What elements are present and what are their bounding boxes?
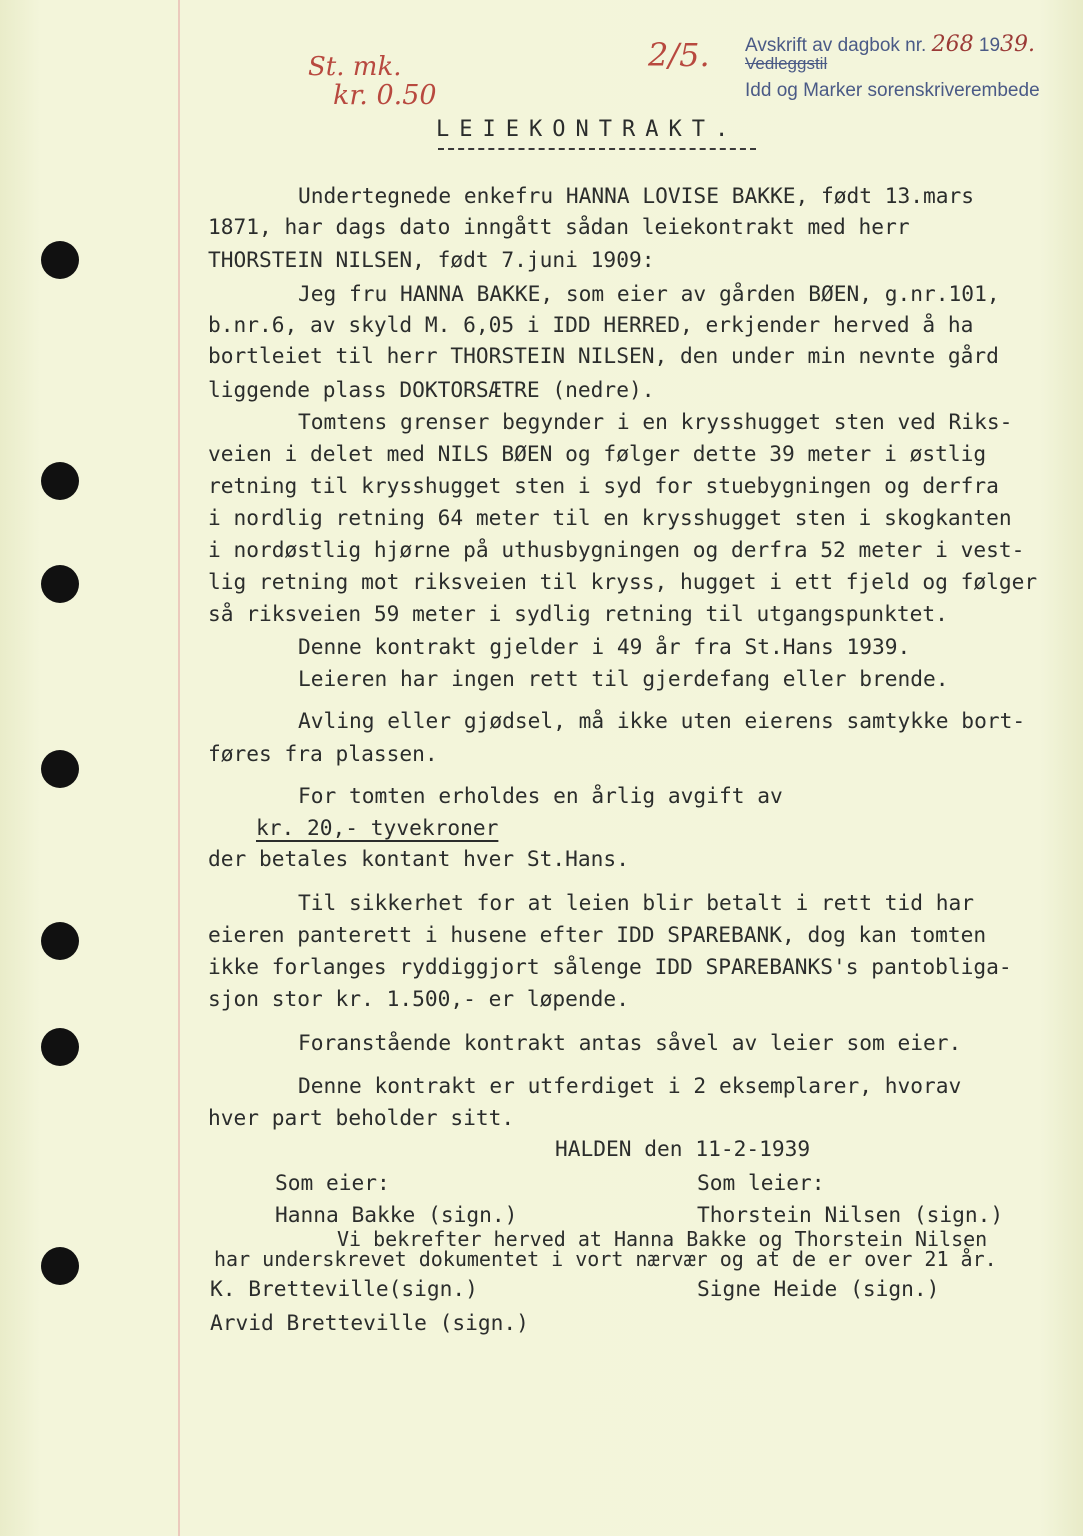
body-line: ikke forlanges ryddiggjort sålenge IDD SPAREBANKS's pantobliga- — [208, 954, 1012, 979]
body-line: Avling eller gjødsel, må ikke uten eierens samtykke bort- — [298, 708, 1026, 733]
witness-statement: Vi bekrefter herved at Hanna Bakke og Thorstein Nilsen — [337, 1227, 988, 1251]
body-line: Foranstående kontrakt antas såvel av leier som eier. — [298, 1030, 962, 1055]
punch-hole — [41, 922, 79, 960]
body-line: Jeg fru HANNA BAKKE, som eier av gården BØEN, g.nr.101, — [298, 281, 1000, 306]
body-line: der betales kontant hver St.Hans. — [208, 846, 629, 871]
stamp-dagbok: dagbok nr. — [837, 35, 927, 56]
body-line: i nordlig retning 64 meter til en krysshugget sten i skogkanten — [208, 505, 1012, 530]
witness-signature: Signe Heide (sign.) — [697, 1276, 940, 1301]
body-line: sjon stor kr. 1.500,- er løpende. — [208, 986, 629, 1011]
body-line: Leieren har ingen rett til gjerdefang eller brende. — [298, 666, 949, 691]
body-line: b.nr.6, av skyld M. 6,05 i IDD HERRED, erkjender herved å ha — [208, 312, 974, 337]
witness-statement: har underskrevet dokumentet i vort nærvær og at de er over 21 år. — [214, 1247, 997, 1271]
body-line: liggende plass DOKTORSÆTRE (nedre). — [208, 377, 655, 402]
body-line: Tomtens grenser begynder i en krysshugget sten ved Riks- — [298, 409, 1013, 434]
tenant-label: Som leier: — [697, 1170, 825, 1195]
body-line: Denne kontrakt gjelder i 49 år fra St.Hans 1939. — [298, 634, 911, 659]
body-line: For tomten erholdes en årlig avgift av — [298, 783, 783, 808]
stamp-office: Idd og Marker sorenskriverembede — [745, 80, 1040, 101]
rent-amount: kr. 20,- tyvekroner — [256, 815, 499, 840]
stamp-year-prefix: 19 — [978, 35, 1001, 56]
body-line: hver part beholder sitt. — [208, 1105, 515, 1130]
body-line: lig retning mot riksveien til kryss, hugget i ett fjeld og følger — [208, 569, 1038, 594]
body-line: eieren panterett i husene efter IDD SPAREBANK, dog kan tomten — [208, 922, 987, 947]
stamp-avskrift: Avskrift av — [745, 35, 833, 56]
punch-hole — [41, 750, 79, 788]
body-line: så riksveien 59 meter i sydlig retning til utgangspunktet. — [208, 601, 948, 626]
body-line: retning til krysshugget sten i syd for stuebygningen og derfra — [208, 473, 999, 498]
punch-hole — [41, 1247, 79, 1285]
date-mark: 2/5. — [648, 36, 710, 74]
title-underline — [438, 148, 756, 150]
stamp-duty-mark: St. mk. — [308, 52, 402, 82]
body-line: veien i delet med NILS BØEN og følger dette 39 meter i østlig — [208, 441, 987, 466]
body-line: føres fra plassen. — [208, 741, 438, 766]
punch-hole — [41, 565, 79, 603]
owner-label: Som eier: — [275, 1170, 390, 1195]
dagbok-number: 268 — [931, 32, 974, 57]
witness-signature: Arvid Bretteville (sign.) — [210, 1310, 529, 1335]
owner-signature: Hanna Bakke (sign.) — [275, 1202, 518, 1227]
body-line: bortleiet til herr THORSTEIN NILSEN, den under min nevnte gård — [208, 343, 999, 368]
tenant-signature: Thorstein Nilsen (sign.) — [697, 1202, 1004, 1227]
stamp-struck-word: Vedleggstil — [745, 54, 828, 73]
margin-line — [178, 0, 180, 1536]
body-line: Undertegnede enkefru HANNA LOVISE BAKKE, født 13.mars — [298, 183, 975, 208]
body-line: i nordøstlig hjørne på uthusbygningen og derfra 52 meter i vest- — [208, 537, 1025, 562]
body-line: THORSTEIN NILSEN, født 7.juni 1909: — [208, 247, 655, 272]
punch-hole — [41, 1028, 79, 1066]
punch-hole — [41, 462, 79, 500]
witness-signature: K. Bretteville(sign.) — [210, 1276, 478, 1301]
body-line: Denne kontrakt er utferdiget i 2 eksemplarer, hvorav — [298, 1073, 962, 1098]
body-line: Til sikkerhet for at leien blir betalt i rett tid har — [298, 890, 975, 915]
stamp-duty-amount: kr. 0.50 — [333, 80, 437, 111]
body-line: 1871, har dags dato inngått sådan leiekontrakt med herr — [208, 214, 910, 239]
document-title: LEIEKONTRAKT. — [436, 117, 739, 142]
stamp-year-suffix: 39. — [1000, 32, 1036, 57]
punch-hole — [41, 241, 79, 279]
place-date: HALDEN den 11-2-1939 — [555, 1136, 811, 1161]
